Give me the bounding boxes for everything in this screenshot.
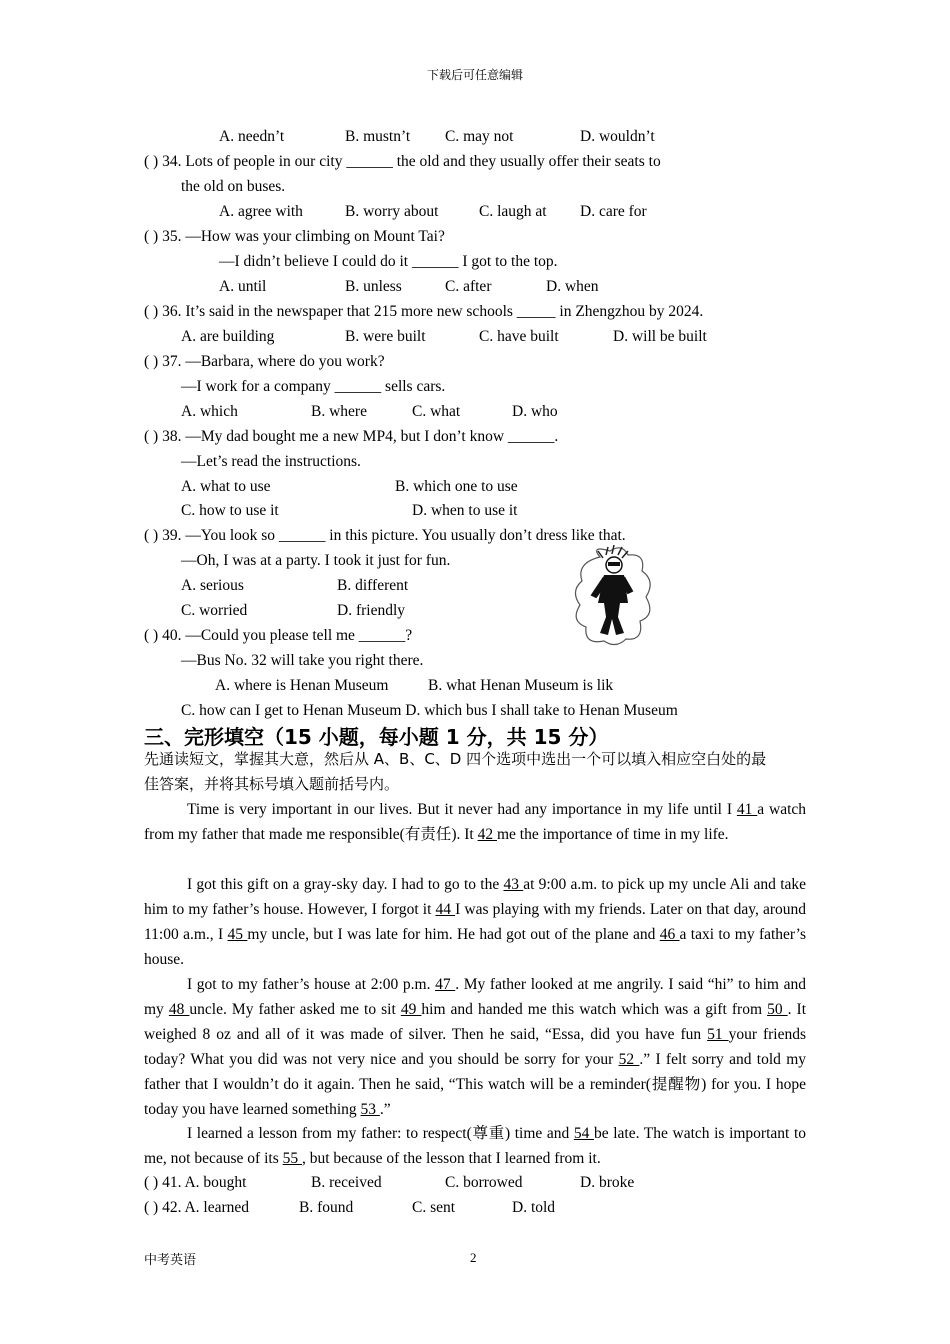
blank-47: 47 <box>435 976 456 993</box>
q36-stem: ( ) 36. It’s said in the newspaper that 215 more new schools _____ in Zhengzhou by 2024. <box>144 303 704 320</box>
section-instructions-2: 佳答案，并将其标号填入题前括号内。 <box>144 775 400 793</box>
q36-option-a: A. are building <box>181 328 275 345</box>
q33-option-b: B. mustn’t <box>345 128 411 145</box>
q37-stem: ( ) 37. —Barbara, where do you work? <box>144 353 385 370</box>
q39-option-b: B. different <box>337 577 409 594</box>
q34-option-c: C. laugh at <box>479 203 547 220</box>
q37-option-c: C. what <box>412 403 461 420</box>
blank-45: 45 <box>227 926 248 943</box>
q36-option-c: C. have built <box>479 328 559 345</box>
q41-option-d: D. broke <box>580 1174 635 1191</box>
page-header: 下载后可任意编辑 <box>426 68 523 82</box>
q34-option-a: A. agree with <box>219 203 303 220</box>
blank-54: 54 <box>573 1125 594 1142</box>
q39-stem-cont: —Oh, I was at a party. I took it just for fun. <box>181 552 451 569</box>
q38-stem: ( ) 38. —My dad bought me a new MP4, but I don’t know ______. <box>144 428 559 445</box>
q35-option-c: C. after <box>445 278 492 295</box>
q40-option-b: B. what Henan Museum is lik <box>428 677 614 694</box>
q38-option-b: B. which one to use <box>395 478 518 495</box>
blank-46: 46 <box>659 926 680 943</box>
q33-option-d: D. wouldn’t <box>580 128 655 145</box>
q40-stem: ( ) 40. —Could you please tell me ______? <box>144 627 413 644</box>
section-instructions-1: 先通读短文，掌握其大意，然后从 A、B、C、D 四个选项中选出一个可以填入相应空白处的最 <box>144 750 767 768</box>
q37-option-d: D. who <box>512 403 558 420</box>
page-number: 2 <box>470 1250 477 1265</box>
blank-41: 41 <box>736 801 758 818</box>
passage-paragraph-4: I learned a lesson from my father: to respect(尊重) time and 54 be late. The watch is important to me, not because of its 55 , but because of the lesson that I learned from it. <box>144 1125 806 1167</box>
q42-option-b: B. found <box>299 1199 354 1216</box>
passage-paragraph-1: Time is very important in our lives. But it never had any importance in my life until I 41 a watch from my father that made me responsible(有责任). It 42 me the importance of time in my life. <box>144 801 807 843</box>
q34-stem: ( ) 34. Lots of people in our city ______ the old and they usually offer their seats to <box>144 153 661 170</box>
blank-48: 48 <box>168 1001 190 1018</box>
q34-stem-cont: the old on buses. <box>181 178 286 195</box>
q42-option-c: C. sent <box>412 1199 456 1216</box>
q37-stem-cont: —I work for a company ______ sells cars. <box>181 378 446 395</box>
q40-stem-cont: —Bus No. 32 will take you right there. <box>181 652 424 669</box>
blank-52: 52 <box>618 1051 640 1068</box>
section-title: 三、完形填空（15 小题，每小题 1 分，共 15 分） <box>144 725 609 749</box>
q39-stem: ( ) 39. —You look so ______ in this picture. You usually don’t dress like that. <box>144 527 626 544</box>
q34-option-b: B. worry about <box>345 203 439 220</box>
q39-option-d: D. friendly <box>337 602 406 619</box>
q37-option-a: A. which <box>181 403 238 420</box>
q38-option-a: A. what to use <box>181 478 271 495</box>
q35-stem-cont: —I didn’t believe I could do it ______ I got to the top. <box>219 253 558 270</box>
q38-stem-cont: —Let’s read the instructions. <box>181 453 361 470</box>
q42-stem: ( ) 42. A. learned <box>144 1199 250 1216</box>
q35-option-d: D. when <box>546 278 599 295</box>
q41-stem: ( ) 41. A. bought <box>144 1174 247 1191</box>
blank-44: 44 <box>435 901 456 918</box>
footer-subject: 中考英语 <box>144 1253 197 1268</box>
q33-option-c: C. may not <box>445 128 514 145</box>
blank-51: 51 <box>707 1026 729 1043</box>
q38-option-d: D. when to use it <box>412 502 518 519</box>
passage-paragraph-3: I got to my father’s house at 2:00 p.m. 47 . My father looked at me angrily. I said “hi” to him and my 48 uncle. My father asked me to sit 49 him and handed me this watch which was a gift from 50 . It weighed 8 oz and all of it was made of silver. Then he said, “Essa, did you have fun 51 your friends today? What you did was not very nice and you should be sorry for your 52 .” I felt sorry and told my father that I wouldn’t do it again. Then he said, “This watch will be a reminder(提醒物) for you. I hope today you have learned something 53 .” <box>144 976 807 1118</box>
passage-paragraph-2: I got this gift on a gray-sky day. I had to go to the 43 at 9:00 a.m. to pick up my uncle Ali and take him to my father’s house. However, I forgot it 44 I was playing with my friends. Later on that day, around 11:00 a.m., I 45 my uncle, but I was late for him. He had got out of the plane and 46 a taxi to my father’s house. <box>144 876 807 968</box>
q39-option-a: A. serious <box>181 577 244 594</box>
blank-43: 43 <box>503 876 524 893</box>
q42-option-d: D. told <box>512 1199 556 1216</box>
q33-option-a: A. needn’t <box>219 128 285 145</box>
q36-option-d: D. will be built <box>613 328 707 345</box>
q35-option-b: B. unless <box>345 278 402 295</box>
punk-man-illustration <box>570 545 658 649</box>
blank-50: 50 <box>767 1001 788 1018</box>
q40-option-cd: C. how can I get to Henan Museum D. which bus I shall take to Henan Museum <box>181 702 678 719</box>
blank-49: 49 <box>400 1001 422 1018</box>
q34-option-d: D. care for <box>580 203 647 220</box>
q38-option-c: C. how to use it <box>181 502 279 519</box>
q41-option-c: C. borrowed <box>445 1174 523 1191</box>
q35-option-a: A. until <box>219 278 267 295</box>
q41-option-b: B. received <box>311 1174 382 1191</box>
blank-53: 53 <box>360 1101 380 1118</box>
q37-option-b: B. where <box>311 403 367 420</box>
q35-stem: ( ) 35. —How was your climbing on Mount Tai? <box>144 228 445 245</box>
q40-option-a: A. where is Henan Museum <box>215 677 389 694</box>
q36-option-b: B. were built <box>345 328 426 345</box>
blank-55: 55 <box>282 1150 302 1167</box>
q39-option-c: C. worried <box>181 602 248 619</box>
blank-42: 42 <box>477 826 497 843</box>
